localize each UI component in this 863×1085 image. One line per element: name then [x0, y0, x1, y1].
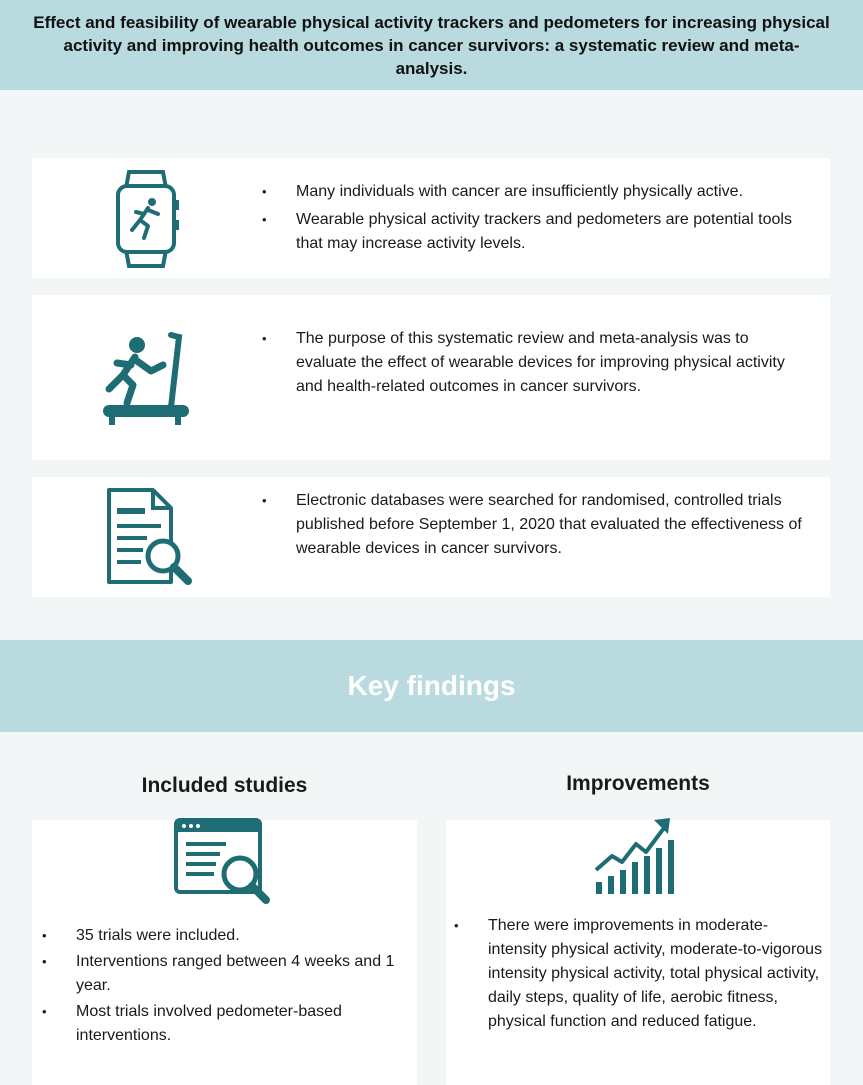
intro-card-2-list — [262, 327, 802, 399]
growth-chart-icon — [588, 814, 688, 900]
improvements-card — [446, 820, 830, 1085]
intro-card-1-list — [262, 180, 802, 256]
improvements-title: Improvements — [566, 772, 710, 795]
header-banner — [0, 0, 863, 90]
included-studies-card — [32, 820, 417, 1085]
list-item: • Most trials involved pedometer-based interventions. — [42, 1000, 412, 1048]
list-item: • There were improvements in moderate-intensity physical activity, moderate-to-vigorous intensity physical activity, total physical activity, daily steps, quality of life, aerobic fitness, physical function and reduced fatigue. — [454, 914, 826, 1034]
intro-card-2 — [32, 295, 830, 460]
key-findings-title: Key findings — [347, 670, 516, 701]
intro-card-1 — [32, 158, 830, 278]
list-item: • Many individuals with cancer are insufficiently physically active. — [262, 180, 802, 204]
list-item: • The purpose of this systematic review and meta-analysis was to evaluate the effect of wearable devices for improving physical activity and health-related outcomes in cancer survivors. — [262, 327, 802, 399]
list-item: • Electronic databases were searched for randomised, controlled trials published before September 1, 2020 that evaluated the effectiveness of wearable devices in cancer survivors. — [262, 489, 802, 561]
list-item: • Interventions ranged between 4 weeks and 1 year. — [42, 950, 412, 998]
intro-card-3 — [32, 477, 830, 597]
page-title: Effect and feasibility of wearable physical activity trackers and pedometers for increasing physical activity and improving health outcomes in cancer survivors: a systematic review and meta-analysis. — [33, 12, 830, 78]
smartwatch-running-icon — [92, 164, 202, 274]
treadmill-runner-icon — [92, 323, 202, 433]
key-findings-banner — [0, 640, 863, 732]
intro-card-3-list — [262, 489, 802, 561]
included-studies-list — [42, 924, 412, 1048]
document-search-icon — [92, 481, 202, 591]
improvements-list — [454, 914, 826, 1034]
included-studies-title: Included studies — [141, 774, 308, 797]
list-item: • Wearable physical activity trackers and pedometers are potential tools that may increase activity levels. — [262, 208, 802, 256]
browser-search-icon — [170, 814, 280, 910]
list-item: • 35 trials were included. — [42, 924, 412, 948]
